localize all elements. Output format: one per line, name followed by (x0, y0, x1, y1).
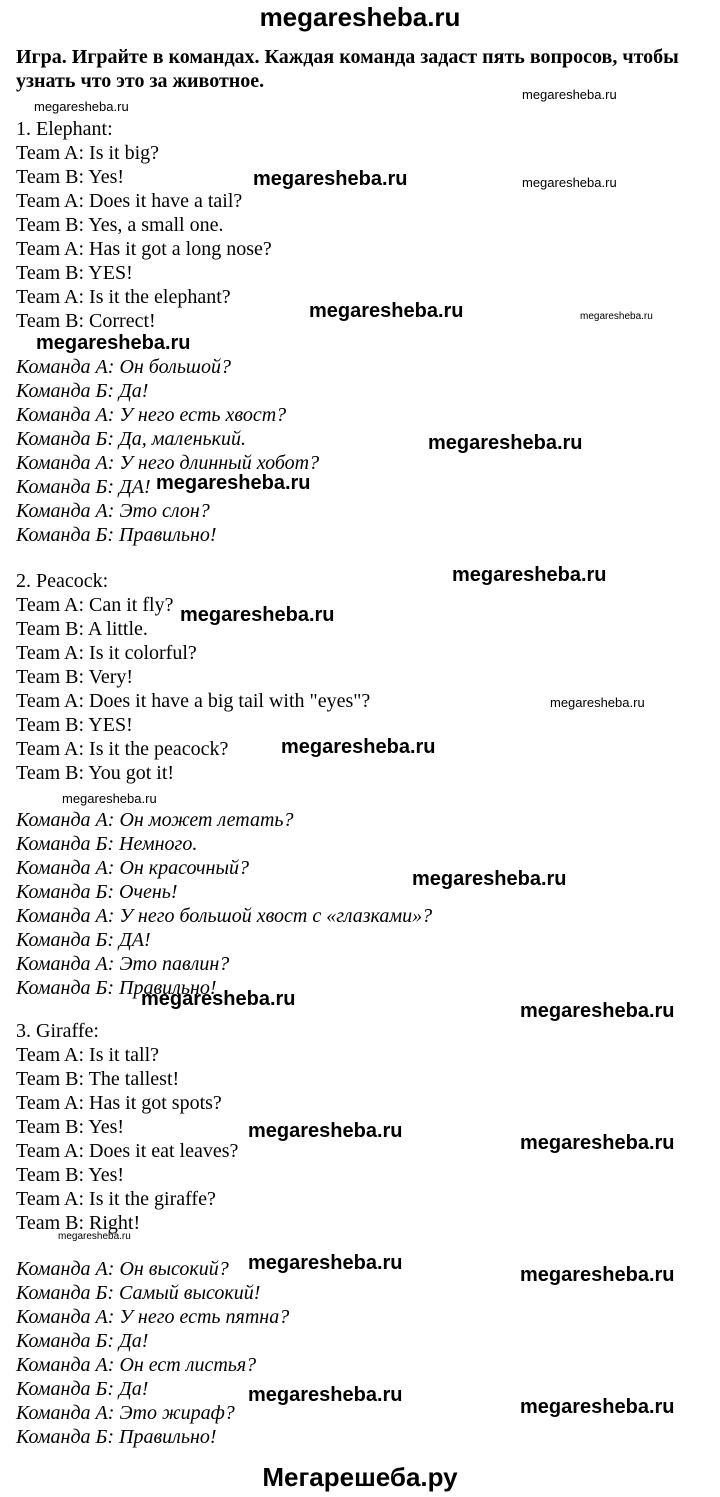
translation-line: Команда Б: Да! (16, 1378, 149, 1400)
translation-line: Команда А: Он большой? (16, 356, 232, 378)
dialogue-line: Team A: Is it the elephant? (16, 286, 231, 308)
translation-line: Команда А: У него есть хвост? (16, 404, 287, 426)
dialogue-line: Team A: Is it colorful? (16, 642, 197, 664)
translation-line: Команда Б: Да, маленький. (16, 428, 246, 450)
watermark: megaresheba.ru (522, 87, 617, 102)
site-footer: Мегарешеба.ру (262, 1462, 458, 1492)
watermark: megaresheba.ru (141, 988, 296, 1010)
watermark: megaresheba.ru (550, 695, 645, 710)
watermark: megaresheba.ru (58, 1231, 131, 1242)
dialogue-line: Team B: Yes! (16, 1164, 125, 1186)
dialogue-line: Team A: Does it have a tail? (16, 190, 243, 212)
dialogue-line: Team A: Is it the giraffe? (16, 1188, 216, 1210)
dialogue-line: Team B: A little. (16, 618, 148, 640)
translation-line: Команда А: Это павлин? (16, 953, 230, 975)
dialogue-line: Team B: You got it! (16, 762, 175, 784)
translation-line: Команда Б: Самый высокий! (16, 1282, 261, 1304)
section-title-giraffe: 3. Giraffe: (16, 1020, 99, 1042)
translation-line: Команда А: Это слон? (16, 500, 210, 522)
watermark: megaresheba.ru (522, 175, 617, 190)
watermark: megaresheba.ru (281, 736, 436, 758)
watermark: megaresheba.ru (34, 99, 129, 114)
watermark: megaresheba.ru (520, 1132, 675, 1154)
translation-line: Команда Б: Да! (16, 1330, 149, 1352)
watermark: megaresheba.ru (520, 1264, 675, 1286)
watermark: megaresheba.ru (253, 168, 408, 190)
watermark: megaresheba.ru (248, 1384, 403, 1406)
section-title-elephant: 1. Elephant: (16, 118, 113, 140)
translation-line: Команда Б: ДА! (16, 929, 151, 951)
dialogue-line: Team A: Does it have a big tail with "eyes"? (16, 690, 371, 712)
watermark: megaresheba.ru (156, 472, 311, 494)
translation-line: Команда А: Он может летать? (16, 809, 294, 831)
dialogue-line: Team B: The tallest! (16, 1068, 180, 1090)
watermark: megaresheba.ru (248, 1252, 403, 1274)
watermark: megaresheba.ru (412, 868, 567, 890)
watermark: megaresheba.ru (36, 332, 191, 354)
dialogue-line: Team A: Is it the peacock? (16, 738, 229, 760)
dialogue-line: Team B: Yes! (16, 166, 125, 188)
site-header: megaresheba.ru (259, 2, 461, 32)
translation-line: Команда А: Он высокий? (16, 1258, 229, 1280)
watermark: megaresheba.ru (62, 791, 157, 806)
translation-line: Команда А: Это жираф? (16, 1402, 235, 1424)
dialogue-line: Team A: Does it eat leaves? (16, 1140, 239, 1162)
dialogue-line: Team A: Can it fly? (16, 594, 174, 616)
watermark: megaresheba.ru (180, 604, 335, 626)
translation-line: Команда Б: Немного. (16, 833, 198, 855)
watermark: megaresheba.ru (452, 564, 607, 586)
watermark: megaresheba.ru (248, 1120, 403, 1142)
translation-line: Команда А: У него есть пятна? (16, 1306, 290, 1328)
translation-line: Команда А: У него большой хвост с «глазками»? (16, 905, 433, 927)
dialogue-line: Team A: Is it tall? (16, 1044, 160, 1066)
dialogue-line: Team A: Has it got spots? (16, 1092, 222, 1114)
translation-line: Команда Б: Правильно! (16, 1426, 217, 1448)
dialogue-line: Team B: YES! (16, 714, 133, 736)
dialogue-line: Team B: Correct! (16, 310, 156, 332)
translation-line: Команда Б: Очень! (16, 881, 178, 903)
dialogue-line: Team A: Has it got a long nose? (16, 238, 272, 260)
translation-line: Команда А: Он ест листья? (16, 1354, 257, 1376)
dialogue-line: Team B: Very! (16, 666, 134, 688)
translation-line: Команда Б: ДА! (16, 476, 151, 498)
watermark: megaresheba.ru (428, 432, 583, 454)
translation-line: Команда А: Он красочный? (16, 857, 250, 879)
dialogue-line: Team B: Yes, a small one. (16, 214, 224, 236)
dialogue-line: Team A: Is it big? (16, 142, 160, 164)
translation-line: Команда А: У него длинный хобот? (16, 452, 320, 474)
translation-line: Команда Б: Правильно! (16, 524, 217, 546)
dialogue-line: Team B: Right! (16, 1212, 141, 1234)
watermark: megaresheba.ru (580, 311, 653, 322)
translation-line: Команда Б: Правильно! (16, 977, 217, 999)
dialogue-line: Team B: Yes! (16, 1116, 125, 1138)
dialogue-line: Team B: YES! (16, 262, 133, 284)
watermark: megaresheba.ru (520, 1396, 675, 1418)
watermark: megaresheba.ru (520, 1000, 675, 1022)
task-instruction: Игра. Играйте в командах. Каждая команда задаст пять вопросов, чтобы узнать что это за животное. (16, 46, 679, 92)
section-title-peacock: 2. Peacock: (16, 570, 109, 592)
translation-line: Команда Б: Да! (16, 380, 149, 402)
watermark: megaresheba.ru (309, 300, 464, 322)
